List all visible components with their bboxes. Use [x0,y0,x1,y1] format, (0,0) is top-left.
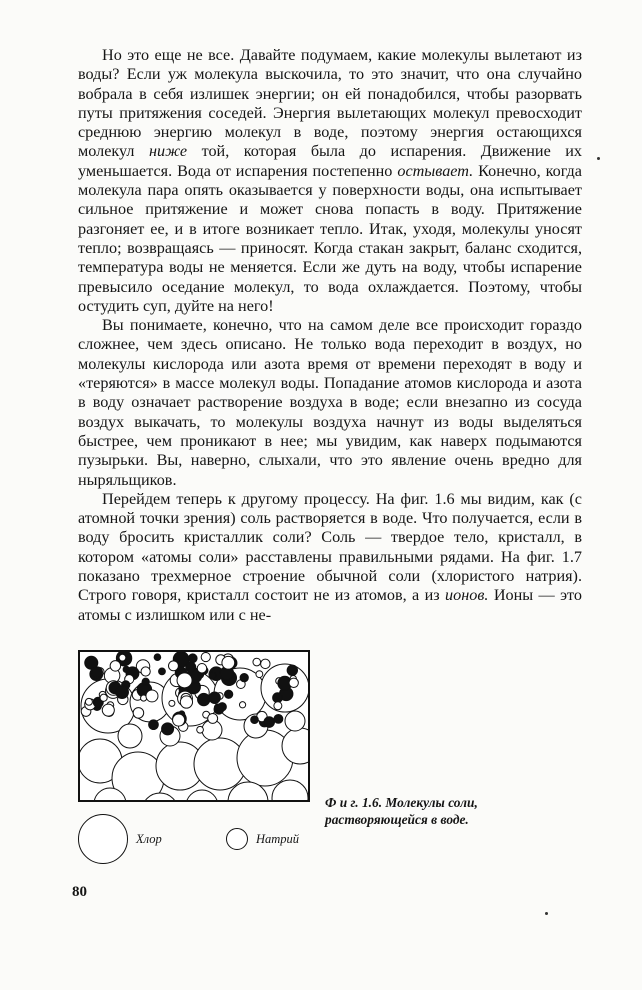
sodium-ion [197,664,206,673]
text-run: Ионы — это атомы с излишком или с не- [78,586,582,624]
sodium-ion [239,702,245,708]
sodium-ion [85,698,92,705]
water-molecule [198,693,210,705]
sodium-ion [146,690,158,702]
water-molecule [251,716,259,724]
water-molecule [188,654,197,663]
figure-caption: Ф и г. 1.6. Молекулы соли, растворяющейся в воде. [325,795,478,827]
sodium-ion [141,667,150,676]
sodium-ion [119,654,126,661]
sodium-ion [110,661,121,672]
legend-chlorine [78,814,162,864]
water-molecule [154,654,161,661]
sodium-ion [133,708,144,719]
paragraph [78,490,582,625]
legend-sodium [226,828,299,850]
sodium-ion [208,713,218,723]
water-molecule [273,693,283,703]
water-molecule [224,690,232,698]
water-molecule [274,714,283,723]
sodium-ion [100,694,107,701]
chlorine-ion [186,790,218,800]
italic-text: ниже [148,142,188,161]
water-molecule [214,704,224,714]
water-molecule [162,723,174,735]
sodium-ion [169,661,179,671]
text-run: Вы понимаете, конечно, что на самом деле все происходит гораздо сложнее, чем здесь описано. Не только вода переходит в воздух, но молекулы кислорода или азота время от времени переходят в воду и «теряются» в массе молекул воды. Попадание атомов кислорода и азота в воду означает растворение воздуха в воде; если внезапно из сосуда воздух выкачать, то молекулы воздуха начнут из воды выделяться быстрее, чем проникают в нее; мы увидим, как наверх подымаются пузырьки. Вы, наверно, слыхали, что это явление очень вредно для ныряльщиков. [78,316,582,489]
speck [545,912,548,915]
water-molecule [209,672,216,679]
text-run: той, которая была до испарения. Движение их уменьшается. Вода от испарения постепенно [78,142,582,180]
sodium-circle-icon [226,828,248,850]
water-molecule [186,662,196,672]
sodium-ion [177,673,192,688]
water-molecule [116,686,129,699]
sodium-ion [197,726,204,733]
text-run: Перейдем теперь к другому процессу. На фиг. 1.6 мы видим, как (с атомной точки зрения) соль растворяется в воде. Что получается, если в воду бросить кристаллик соли? Соль — твердое тело, кристалл, в котором «атомы соли» расставлены правильными рядами. На фиг. 1.7 показано трехмерное строение обычной соли (хлористого натрия). Строго говоря, кристалл состоит не из атомов, а из [78,489,582,605]
sodium-ion [169,700,175,706]
water-molecule [149,720,159,730]
water-molecule [240,674,248,682]
body-text [78,46,582,625]
italic-text: ионов. [445,586,489,605]
chlorine-ion [118,724,142,748]
speck [597,157,600,160]
water-molecule [92,667,103,678]
paragraph [78,46,582,316]
salt-dissolving-figure [78,650,310,802]
sodium-ion [274,702,282,710]
text-run: Но это еще не все. Давайте подумаем, какие молекулы вылетают из воды? Если уж молекула выскочила, то это значит, что она случайно вобрала в себя излишек энергии; он ей понадобился, чтобы разорвать путы притяжения соседей. Энергия вылетающих молекул превосходит среднюю энергию молекул в воде, поэтому энергия остающихся молекул [78,46,582,161]
text-run: Конечно, когда молекула пара опять оказывается у поверхности воды, она испытывает сильное притяжение и может снова попасть в воду. Притяжение разгоняет ее, и в итоге возникает тепло. Итак, уходя, молекулы уносят тепло; возвращаясь — приносят. Когда стакан закрыт, баланс сходится, температура воды не меняется. Если же дуть на воду, чтобы испарение превысило оседание молекул, то вода охлаждается. Поэтому, чтобы остудить суп, дуйте на него! [78,161,582,315]
water-molecule [123,666,129,672]
water-molecule [142,678,149,685]
water-molecule [209,692,220,703]
legend-chlorine-label: Хлор [136,831,162,846]
sodium-ion [201,652,210,661]
water-molecule [264,717,275,728]
paragraph [78,316,582,490]
legend-sodium-label: Натрий [256,831,300,846]
sodium-ion [102,704,114,716]
italic-text: остывает. [397,161,474,180]
chlorine-ion [285,711,305,731]
sodium-ion [256,671,263,678]
sodium-ion [173,714,185,726]
water-molecule [159,668,166,675]
page-number: 80 [72,884,87,900]
sodium-ion [289,678,298,687]
sodium-ion [222,656,235,669]
sodium-ion [253,658,261,666]
sodium-ion [261,659,270,668]
water-molecule [287,665,297,675]
sodium-ion [180,696,192,708]
chlorine-circle-icon [78,814,128,864]
